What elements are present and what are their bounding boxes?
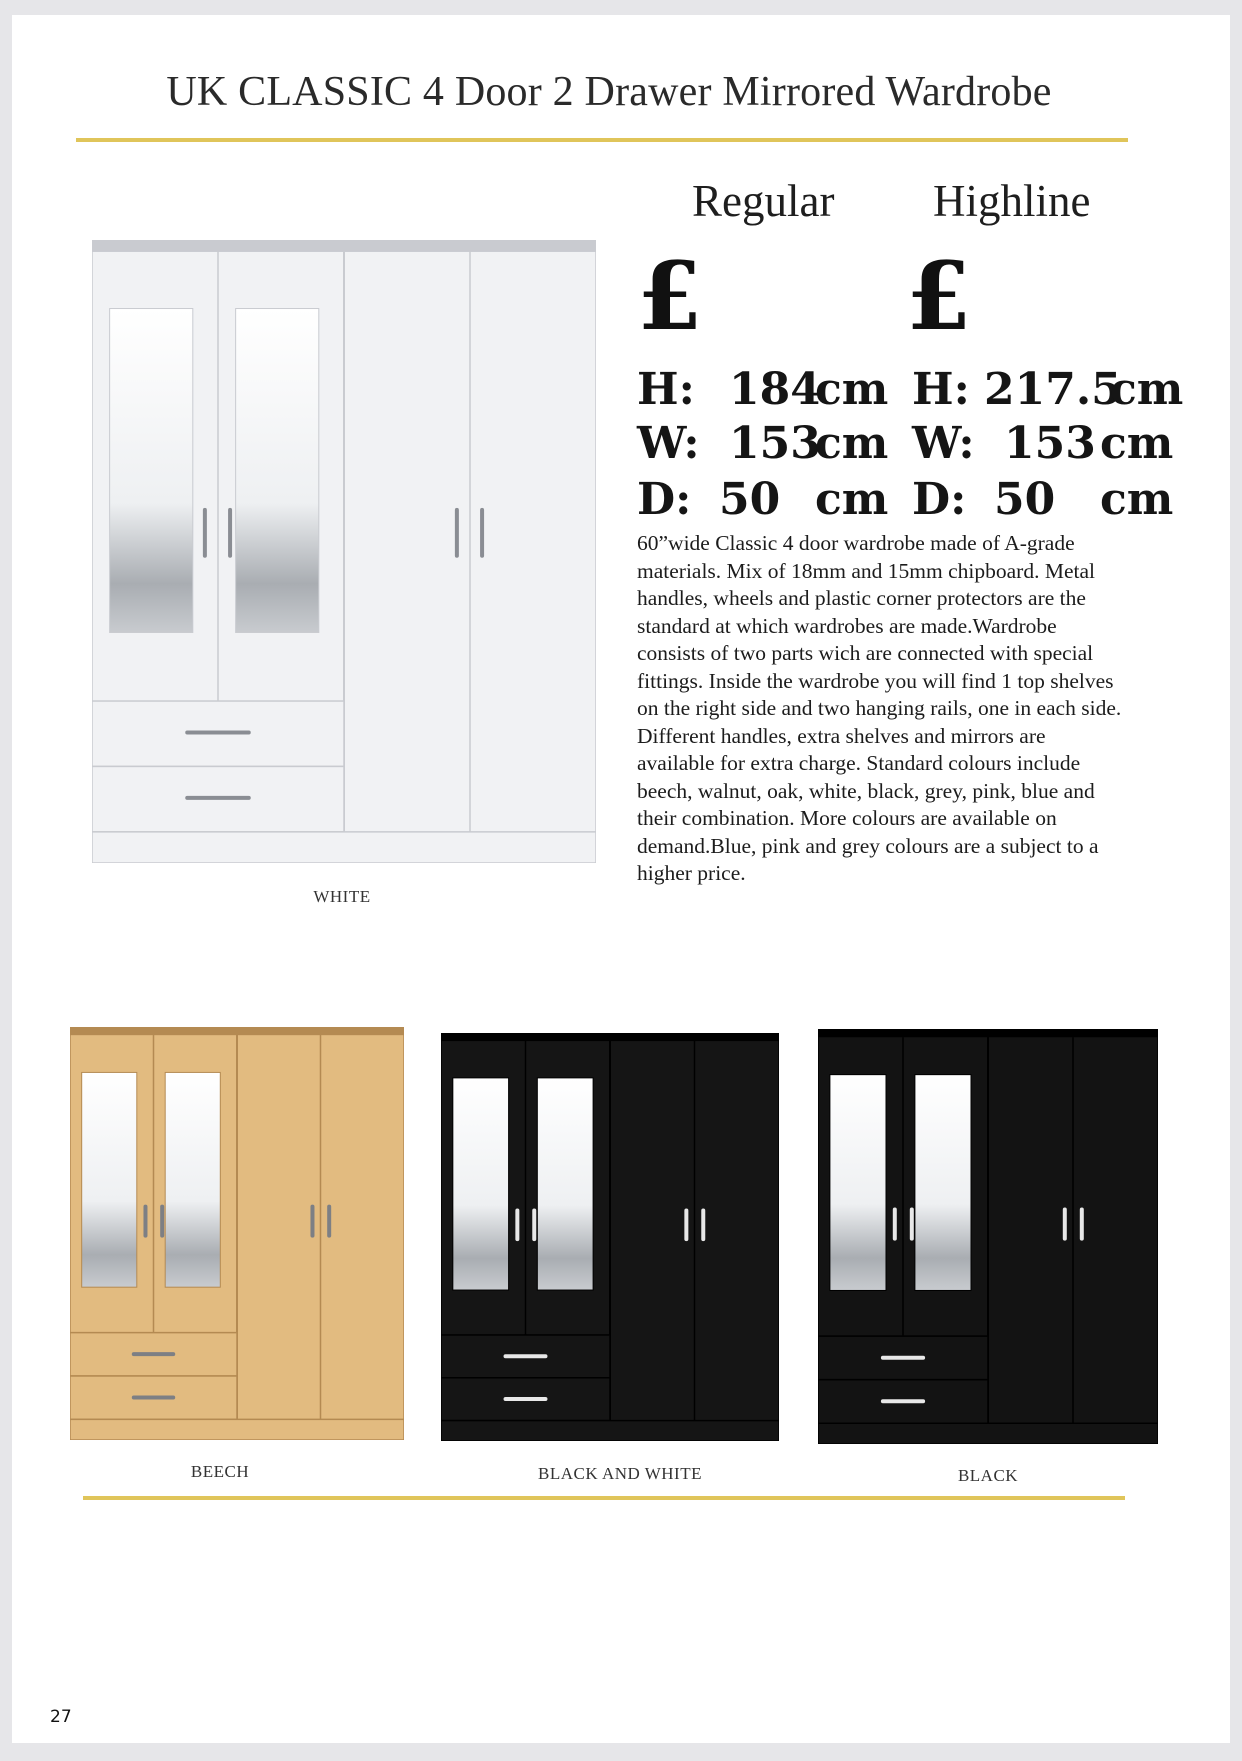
bottom-divider	[83, 1496, 1125, 1500]
wardrobe-top-panel	[92, 240, 596, 251]
door-mirror	[453, 1078, 509, 1290]
width-label: W:	[912, 418, 975, 469]
wardrobe-plinth	[92, 832, 596, 863]
highline-depth-row	[912, 474, 1174, 525]
drawer-handle	[881, 1399, 925, 1403]
highline-depth-unit: cm	[1100, 474, 1174, 525]
wardrobe-top-panel	[70, 1027, 404, 1034]
drawer-handle	[504, 1354, 548, 1358]
door-mirror	[165, 1072, 220, 1287]
drawer-handle	[185, 730, 251, 734]
door-mirror	[82, 1072, 137, 1287]
door-handle	[532, 1208, 536, 1241]
door-handle	[310, 1205, 314, 1238]
door-handle	[160, 1205, 164, 1238]
highline-price-symbol: £	[906, 242, 972, 352]
door-mirror	[236, 309, 319, 633]
regular-width-unit: cm	[815, 418, 889, 469]
door-handle	[1063, 1207, 1067, 1240]
drawer-handle	[185, 796, 251, 800]
door-handle	[515, 1208, 519, 1241]
highline-heading: Highline	[933, 176, 1091, 226]
highline-height-value: 217.5	[984, 364, 1122, 415]
regular-width-row	[637, 418, 889, 469]
door-handle	[203, 508, 207, 558]
highline-height-row	[912, 364, 1184, 415]
door-mirror	[110, 309, 193, 633]
highline-width-value: 153	[1004, 418, 1096, 469]
height-label: H:	[912, 364, 970, 415]
depth-label: D:	[912, 474, 967, 525]
door-handle	[684, 1208, 688, 1241]
regular-heading: Regular	[692, 176, 835, 226]
height-label: H:	[637, 364, 695, 415]
caption-black-and-white: BLACK AND WHITE	[538, 1464, 702, 1483]
wardrobe-plinth	[70, 1419, 404, 1440]
caption-black: BLACK	[957, 1466, 1019, 1485]
regular-width-value: 153	[729, 418, 821, 469]
door-mirror	[830, 1075, 886, 1291]
wardrobe-photo-beech	[70, 1027, 404, 1440]
wardrobe-plinth	[818, 1423, 1158, 1444]
door-handle	[910, 1207, 914, 1240]
wardrobe-top-panel	[818, 1029, 1158, 1036]
regular-depth-value: 50	[719, 474, 781, 525]
door-handle	[893, 1207, 897, 1240]
regular-depth-unit: cm	[815, 474, 889, 525]
drawer-handle	[504, 1397, 548, 1401]
wardrobe-photo-black-and-white	[441, 1033, 779, 1441]
regular-depth-row	[637, 474, 889, 525]
regular-height-row	[637, 364, 889, 415]
page-title: UK CLASSIC 4 Door 2 Drawer Mirrored Wardrobe	[166, 69, 1052, 115]
highline-height-unit: cm	[1110, 364, 1184, 415]
depth-label: D:	[637, 474, 692, 525]
door-handle	[455, 508, 459, 558]
door-handle	[143, 1205, 147, 1238]
drawer-handle	[132, 1352, 175, 1356]
highline-width-unit: cm	[1100, 418, 1174, 469]
top-divider	[76, 138, 1128, 142]
door-mirror	[915, 1075, 971, 1291]
width-label: W:	[637, 418, 700, 469]
caption-beech: BEECH	[190, 1462, 250, 1481]
wardrobe-top-panel	[441, 1033, 779, 1040]
door-mirror	[537, 1078, 593, 1290]
regular-height-unit: cm	[815, 364, 889, 415]
wardrobe-photo-black	[818, 1029, 1158, 1444]
door-handle	[228, 508, 232, 558]
door-handle	[1080, 1207, 1084, 1240]
product-description: 60”wide Classic 4 door wardrobe made of A-grade materials. Mix of 18mm and 15mm chipboard. Metal handles, wheels and plastic corner protectors are the standard at which wardrobes are made.Wardrobe consists of two parts wich are connected with special fittings. Inside the wardrobe you will find 1 top shelves on the right side and two hanging rails, one in each side. Different handles, extra shelves and mirrors are available for extra charge. Standard colours include beech, walnut, oak, white, black, grey, pink, blue and their combination. More colours are available on demand.Blue, pink and grey colours are a subject to a higher price.	[637, 531, 1122, 885]
wardrobe-plinth	[441, 1421, 779, 1441]
wardrobe-photo-white	[92, 240, 596, 863]
drawer-handle	[881, 1356, 925, 1360]
highline-depth-value: 50	[994, 474, 1056, 525]
highline-width-row	[912, 418, 1174, 469]
regular-price-symbol: £	[637, 242, 703, 352]
door-handle	[327, 1205, 331, 1238]
door-handle	[480, 508, 484, 558]
caption-white: WHITE	[313, 887, 371, 906]
page-number: 27	[50, 1707, 72, 1727]
door-handle	[701, 1208, 705, 1241]
drawer-handle	[132, 1395, 175, 1399]
regular-height-value: 184	[729, 364, 821, 415]
